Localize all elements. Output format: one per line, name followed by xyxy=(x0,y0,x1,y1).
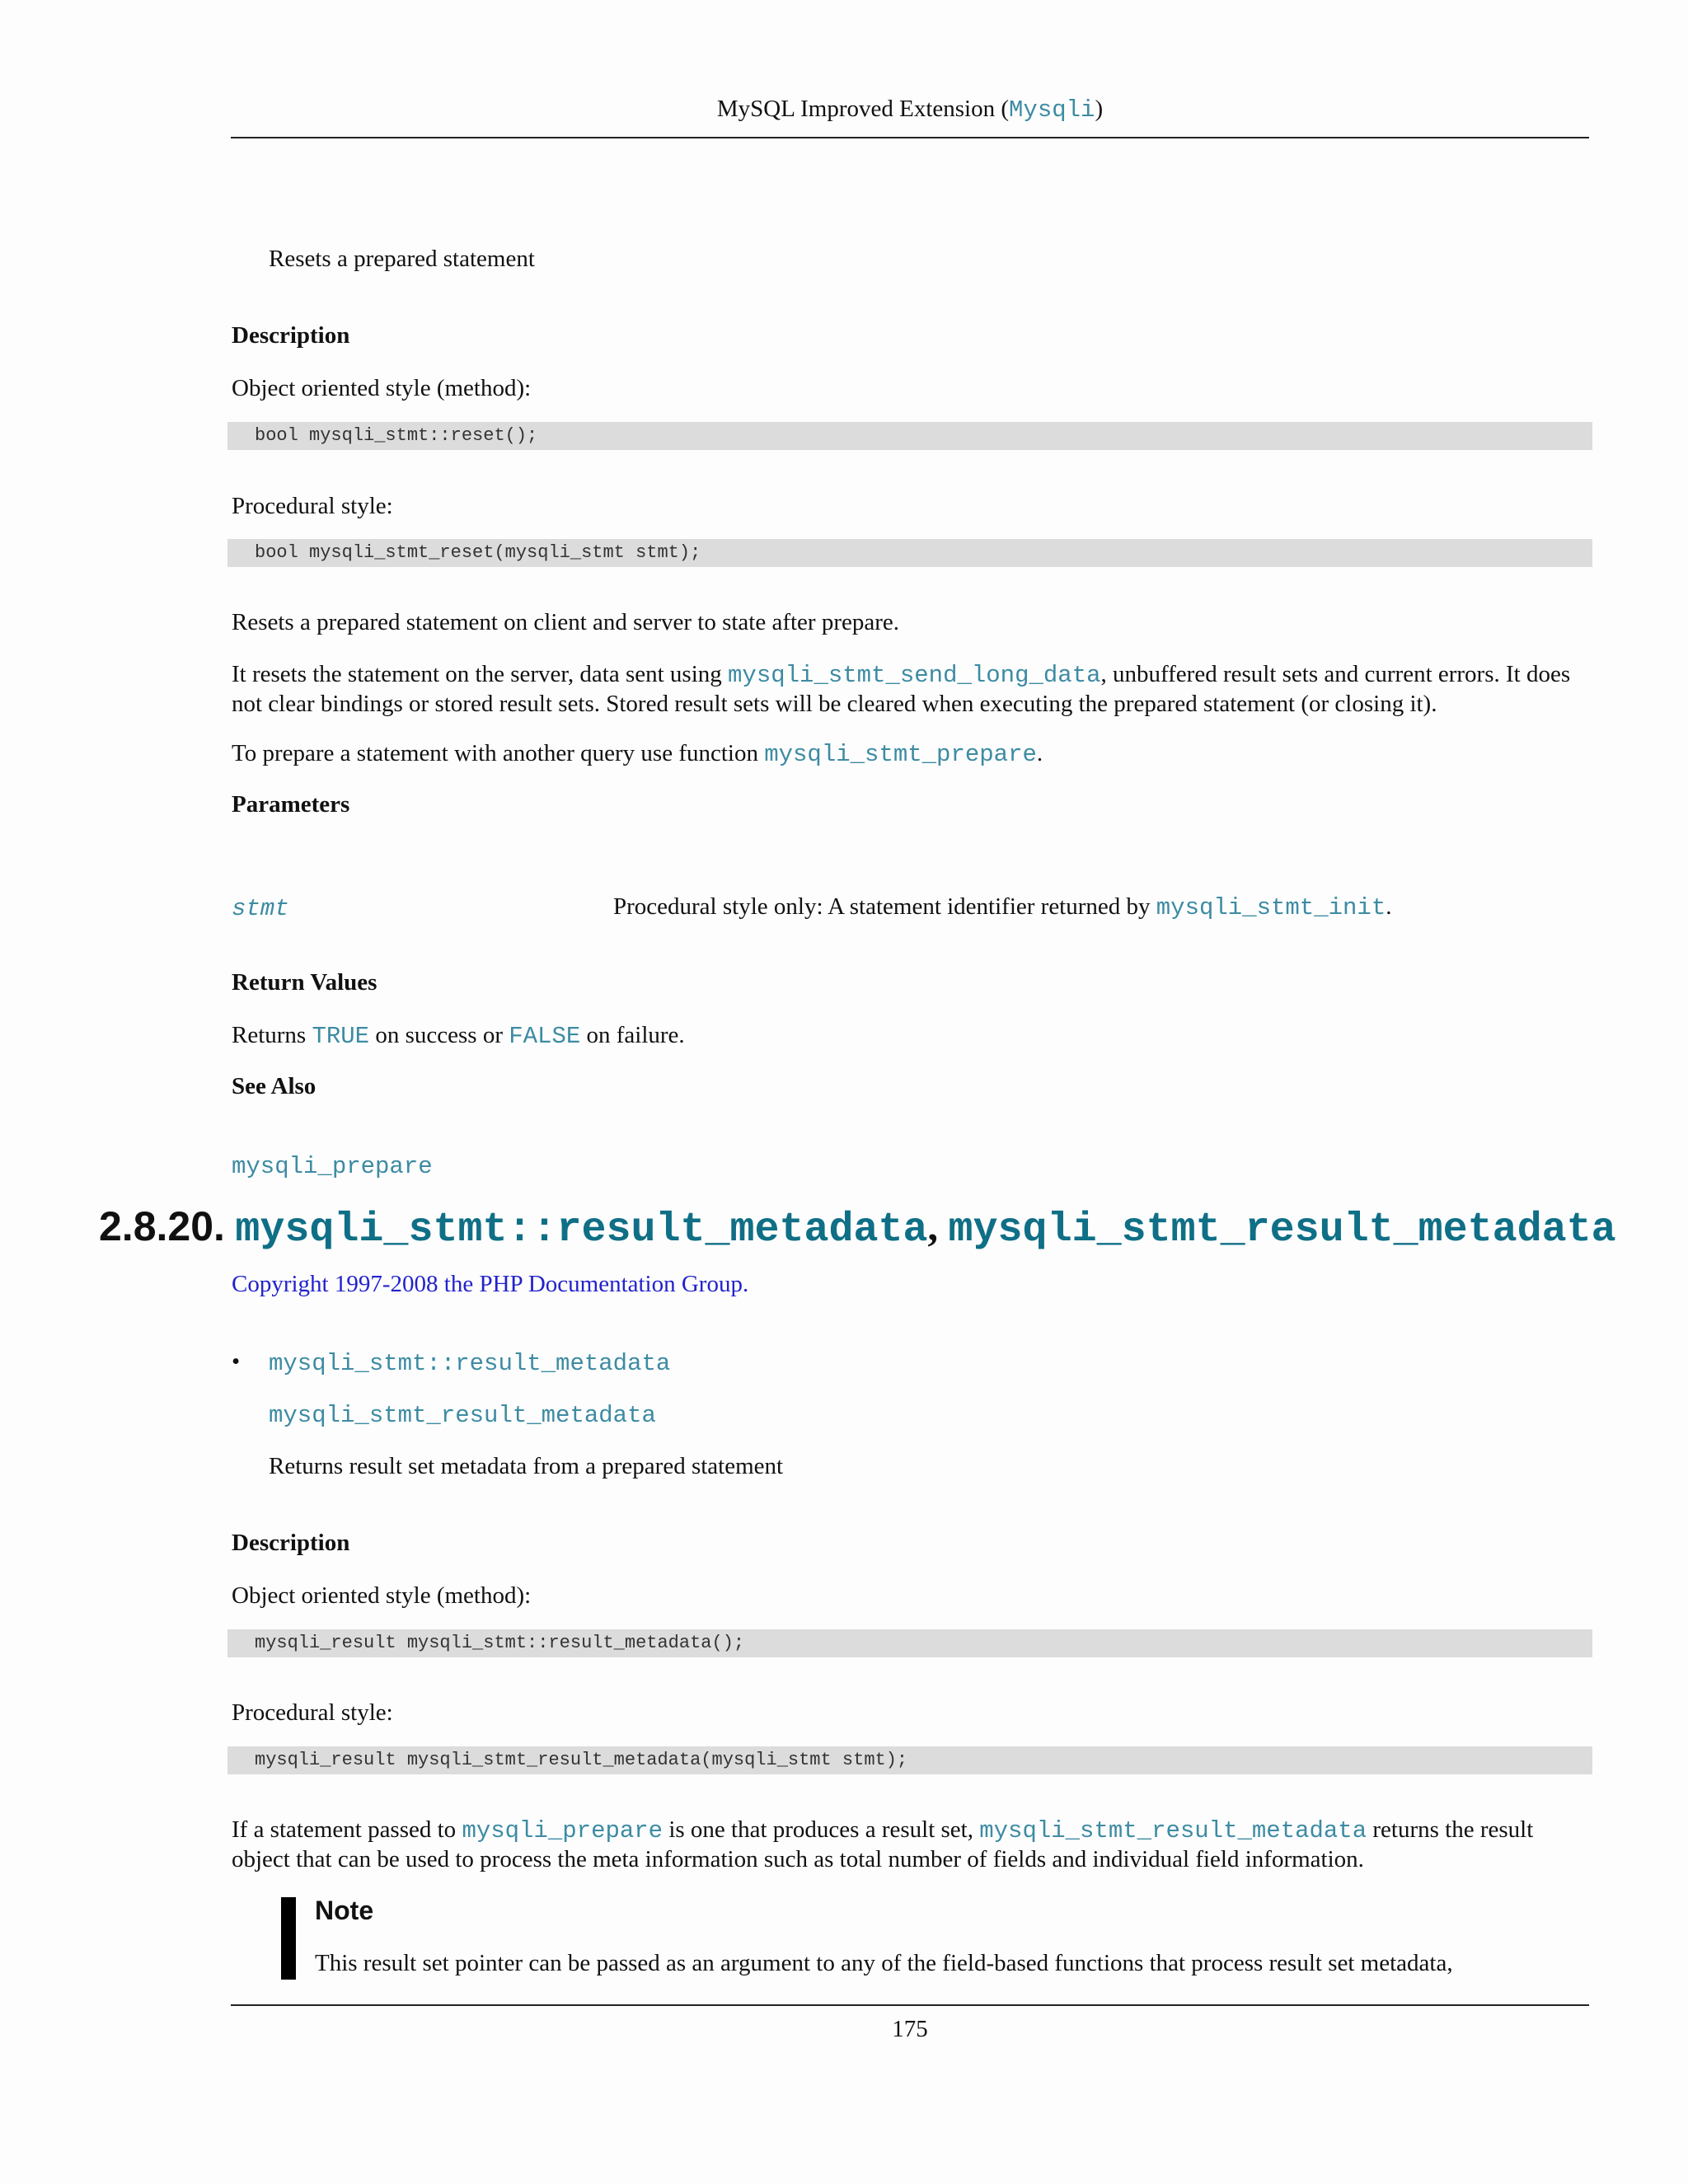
metadata-paragraph: If a statement passed to mysqli_prepare is one that produces a result set, mysqli_stmt_result_metadata returns the result object that can be used to process the meta information such as total number of fields and individual field information. xyxy=(232,1816,1534,1872)
false-constant-link[interactable]: FALSE xyxy=(509,1023,581,1050)
metadata-oo-code: mysqli_result mysqli_stmt::result_metadata(); xyxy=(227,1629,1592,1657)
section-title-link-1[interactable]: mysqli_stmt::result_metadata xyxy=(235,1207,928,1254)
mysqli-header-link[interactable]: Mysqli xyxy=(1009,96,1095,124)
reset-description-heading: Description xyxy=(232,322,350,349)
metadata-proc-code: mysqli_result mysqli_stmt_result_metadata(mysqli_stmt stmt); xyxy=(227,1746,1592,1774)
bullet-link-2-line xyxy=(269,1400,1627,1430)
result-metadata-inline-link[interactable]: mysqli_stmt_result_metadata xyxy=(979,1817,1367,1844)
reset-para2: It resets the statement on the server, data sent using mysqli_stmt_send_long_data, unbuffered result sets and current errors. It does not clear bindings or stored result sets. Stored result sets will be cleared when executing the prepared statement (or closing it). xyxy=(232,661,1571,717)
footer-rule xyxy=(231,2004,1589,2006)
see-also-heading: See Also xyxy=(232,1073,316,1099)
bullet-link-1-line xyxy=(269,1348,1627,1378)
copyright-link[interactable]: Copyright 1997-2008 the PHP Documentation Group. xyxy=(232,1271,749,1297)
section-number: 2.8.20. xyxy=(99,1203,225,1249)
page-header-title: MySQL Improved Extension (Mysqli) xyxy=(716,96,1104,124)
reset-oo-label: Object oriented style (method): xyxy=(232,375,532,401)
return-values-text: Returns TRUE on success or FALSE on failure. xyxy=(232,1022,685,1050)
reset-para3: To prepare a statement with another query use function mysqli_stmt_prepare. xyxy=(232,740,1043,768)
header-rule xyxy=(231,137,1589,138)
reset-proc-label: Procedural style: xyxy=(232,493,393,519)
metadata-oo-label: Object oriented style (method): xyxy=(232,1582,532,1609)
send-long-data-link[interactable]: mysqli_stmt_send_long_data xyxy=(728,662,1101,689)
reset-proc-code: bool mysqli_stmt_reset(mysqli_stmt stmt); xyxy=(227,539,1592,567)
param-stmt-name: stmt xyxy=(232,895,289,922)
reset-parameters-heading: Parameters xyxy=(232,791,350,818)
param-stmt-description: Procedural style only: A statement identifier returned by mysqli_stmt_init. xyxy=(613,893,1392,921)
true-constant-link[interactable]: TRUE xyxy=(312,1023,370,1050)
reset-oo-code: bool mysqli_stmt::reset(); xyxy=(227,422,1592,450)
page-number: 175 xyxy=(892,2016,928,2042)
reset-summary: Resets a prepared statement xyxy=(269,246,535,272)
note-title: Note xyxy=(315,1896,374,1925)
note-text: This result set pointer can be passed as an argument to any of the field-based functions that process result set metadata, xyxy=(315,1950,1453,1976)
mysqli-prepare-inline-link[interactable]: mysqli_prepare xyxy=(462,1817,663,1844)
stmt-init-link[interactable]: mysqli_stmt_init xyxy=(1156,894,1386,921)
note-bar xyxy=(281,1897,296,1980)
metadata-proc-label: Procedural style: xyxy=(232,1699,393,1726)
result-metadata-method-link[interactable]: mysqli_stmt::result_metadata xyxy=(269,1350,671,1377)
bullet-marker: • xyxy=(232,1348,241,1375)
see-also-item xyxy=(232,1151,1590,1181)
section-heading: 2.8.20. mysqli_stmt::result_metadata, mysqli_stmt_result_metadata xyxy=(99,1203,1616,1254)
reset-para1: Resets a prepared statement on client and server to state after prepare. xyxy=(232,609,900,635)
metadata-description-heading: Description xyxy=(232,1530,350,1556)
return-values-heading: Return Values xyxy=(232,969,377,996)
mysqli-prepare-link[interactable]: mysqli_prepare xyxy=(232,1153,433,1180)
result-metadata-function-link[interactable]: mysqli_stmt_result_metadata xyxy=(269,1402,656,1429)
section-title-link-2[interactable]: mysqli_stmt_result_metadata xyxy=(948,1207,1616,1254)
metadata-summary: Returns result set metadata from a prepared statement xyxy=(269,1453,784,1479)
stmt-prepare-link[interactable]: mysqli_stmt_prepare xyxy=(764,741,1037,768)
